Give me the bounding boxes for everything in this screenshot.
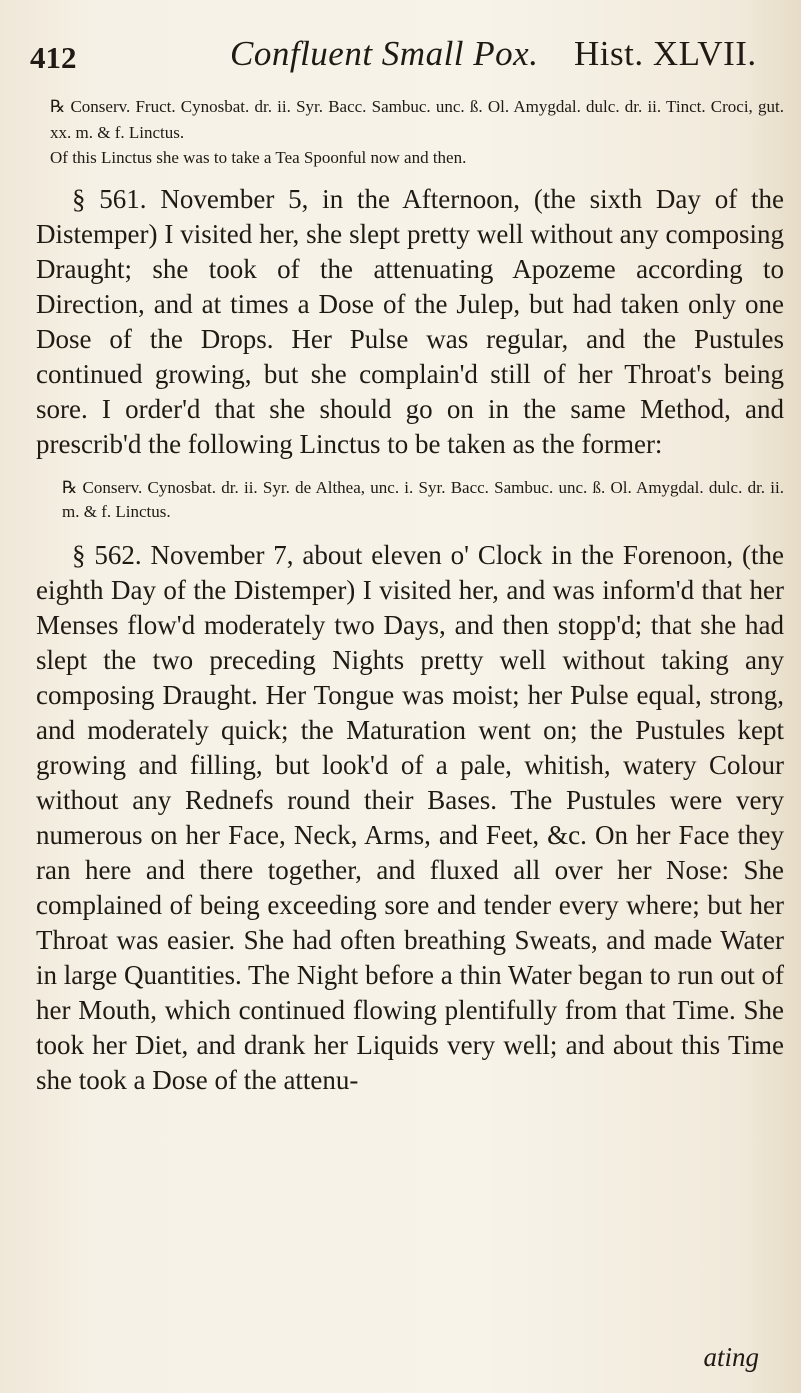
prescription-linctus-1: ℞ Conserv. Fruct. Cynosbat. dr. ii. Syr. Bacc. Sambuc. unc. ß. Ol. Amygdal. dulc. dr. ii. Tinct. Croci, gut. xx. m. & f. Linctus. [50, 97, 784, 142]
prescription-linctus-2: ℞ Conserv. Cynosbat. dr. ii. Syr. de Althea, unc. i. Syr. Bacc. Sambuc. unc. ß. Ol. Amygdal. dulc. dr. ii. m. & f. Linctus. [62, 478, 784, 521]
history-section-label: Hist. XLVII. [574, 34, 757, 73]
paragraph-561: § 561. November 5, in the Afternoon, (the sixth Day of the Distemper) I visited her, she slept pretty well without any composing Draught; she took of the attenuating Apozeme according to Direction, and at times a Dose of the Julep, but had taken only one Dose of the Drops. Her Pulse was regular, and the Pustules continued growing, but she complain'd still of her Throat's being sore. I order'd that she should go on in the same Method, and prescrib'd the following Linctus to be taken as the former: [36, 184, 784, 459]
page-body [36, 94, 784, 1098]
prescription-dosage-note: Of this Linctus she was to take a Tea Spoonful now and then. [50, 148, 467, 167]
page-header [30, 18, 790, 78]
paragraph-562: § 562. November 7, about eleven o' Clock in the Forenoon, (the eighth Day of the Distemper) I visited her, and was inform'd that her Menses flow'd moderately two Days, and then stopp'd; that she had slept the two preceding Nights pretty well without taking any composing Draught. Her Tongue was moist; her Pulse equal, strong, and moderately quick; the Maturation went on; the Pustules kept growing and filling, but look'd of a pale, whitish, watery Colour without any Rednefs round their Bases. The Pustules were very numerous on her Face, Neck, Arms, and Feet, &c. On her Face they ran here and there together, and fluxed all over her Nose: She complained of being exceeding sore and tender every where; but her Throat was easier. She had often breathing Sweats, and made Water in large Quantities. The Night before a thin Water began to run out of her Mouth, which continued flowing plentifully from that Time. She took her Diet, and drank her Liquids very well; and about this Time she took a Dose of the attenu- [36, 540, 784, 1095]
running-title: Confluent Small Pox. [230, 34, 539, 73]
page-number: 412 [30, 40, 77, 75]
catchword: ating [703, 1342, 759, 1372]
